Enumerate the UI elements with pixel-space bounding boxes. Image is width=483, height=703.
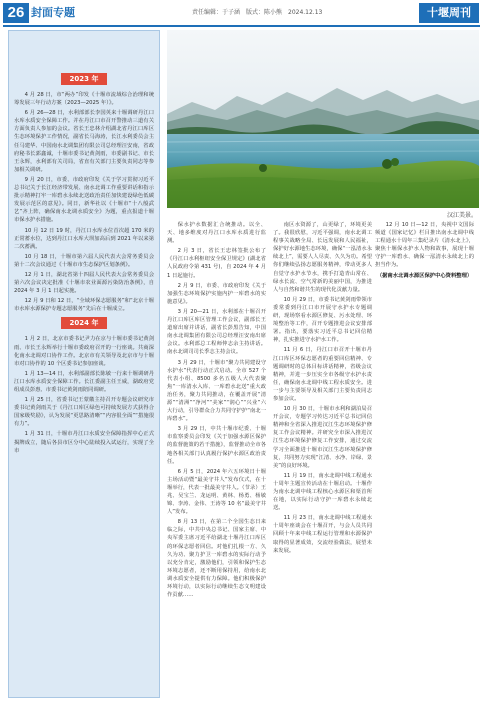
paragraph: 11 月 23 日，南水北调中线工程通水十周年座谈会在十堰召开，与会人员共同回顾十年来中线工程运行管理和水源保护取得的显著成效，交流经验做法，展望未来发展。 <box>273 515 372 554</box>
landscape-image <box>167 30 479 208</box>
paragraph: 11 月 6 日，丹江口市召开十堰市丹江口库区环保志愿者的重要回信精神、专题调研时的总体目标讲话精神，省级会议精神，并进一步压实全市各级守水护水责任，确保南水北调中线工程水质安全。进一步与主要领导及相关部门主要负责同志参加会议。 <box>273 347 372 402</box>
article-column-2 <box>273 221 372 699</box>
paragraph: 10 月 29 日，市委书记黄剑雨带领市委常委到丹江口市开展守水护水专题调研，现场察看水源区修复、污水处理、环境整治等工作，召开专题推进会议安排部署。指出，要落实习近平总书记回信精神，扎实推进守水护水工作。 <box>273 296 372 344</box>
paragraph: 10 月 30 日，十堰市水利和湖泊局召开会议，专题学习传达习近平总书记回信精神和全省深入推进汉江生态环境保护修复工作会议精神。并研究全市深入推进汉江生态环境保护修复工作安排，通过交流学习全面推进十堰市汉江生态环境保护修复，共同努力实现“江清、水净、岸绿、景美”的良好环境。 <box>273 406 372 469</box>
paragraph: 2 月 9 日，市委、市政府印发《关于加强生态环境保护实施内护一库碧水的实施意见》。 <box>167 282 266 305</box>
year-badge-2023: 2023 年 <box>61 73 107 85</box>
newspaper-brand: 十堰周刊 <box>419 3 479 23</box>
paragraph: 8 月 13 日，在第二个全国生态日来临之际，中共中央总书记、国家主席、中央军委主席习近平给湖北十堰丹江口库区的环保志愿者回信。对他们扎根一方、久久为功、聚力护卫一库碧水的实际行动予以充分肯定，激励他们，引领和保护生态环境志愿者，还不断用保持用，给南水北调水质安全提供有力保障。他们积极保护环境行动，以实际行动继续生态文明建设作贡献…… <box>167 519 266 599</box>
paragraph: 11 月 19 日，南水北调中线工程通水十周年主题宣传活动在十堰启动。十堰作为南水北调中线工程核心水源区和渠首所在地，以实际行动守护一库碧水永续北送。 <box>273 472 372 512</box>
paragraph: 1 月 25 日，省委书记王蒙徽主持召开专题会议研究市委书记黄剑雨关于《丹江口库区绿色可持续发展方式获得合国家级奖励》，认为发展“更思路清晰”“内容很全面”“措施很有力”。 <box>14 397 154 428</box>
paragraph: 3 月 29 日，十堰市“聚力共同建设守水护水”代表行动正式启动。全市 527 个代表小组、8500 多名五级人大代表聚焦“一库清水入库、一库碧水北送”重大政治任务，聚力共同推动，在覆盖开展“清源”“清洲”“净河”“美家”“润心”“兴业”六大行动，引导群众合力共同守护护“南北一库碧水”。 <box>167 359 266 423</box>
page-number: 26 <box>3 3 29 23</box>
paragraph: 10 月 12 日 19 时，丹江口水库水位首次超 170 米的正常蓄水位，达到丹江口水库大坝加高后到 2021 年以来第二次蓄满。 <box>14 227 154 250</box>
section-title: 封面专题 <box>31 6 75 19</box>
paragraph: 9 月 20 日，市委、市政府印发《关于学习贯彻习近平总书记关于长江经济带发展、南水北调工作重要讲话和指示批示精神打牢一库碧水永续北送政治责任加快建设绿色低碳发展示范区的意见》。同日，新华社以《十堰市“十八般武艺”齐上阵，确保南水北调水质安全》为题，重点报道十堰市保水护水措施。 <box>14 176 154 224</box>
paragraph: 12 月 9 日和 12 日，“全域环保志愿服务”和“北京十堰市水库水源保护专题志愿服务”先后在十堰成立。 <box>14 298 154 313</box>
article-column-1 <box>167 221 266 699</box>
paragraph: 10 月 18 日，十堰市第六届人民代表大会常务委员会第十二次会议通过《十堰市市生态保护区划条例》。 <box>14 253 154 268</box>
paragraph: 1 月 2 日，北京市委书记尹力在京与十堰市委书记黄剑雨、市长王永辉举行十堰市委政府召开的一行座谈。共商深化南水北调对口协作工作。北京市有关领导及北京市与十堰市对口协作的 10 个区委书记参加座谈。 <box>14 336 154 367</box>
header-rule <box>3 25 480 27</box>
timeline-2023-entries <box>14 91 154 313</box>
paragraph: 保水护水数据汇合统推动。以全、天、地多维度对丹江口水库水质进行监测。 <box>167 222 266 245</box>
year-badge-2024: 2024 年 <box>61 317 107 329</box>
timeline-2024-entries <box>14 335 154 454</box>
article-column-3 <box>375 221 474 699</box>
page-header <box>0 0 483 26</box>
source-note: （据南水北调水源区保护中心资料整理） <box>376 272 473 279</box>
han-river-photo <box>167 30 479 208</box>
editor-credits: 责任编辑：于子涵 版式：陈小熊 2024.12.13 <box>192 9 323 16</box>
paragraph: 12 月 1 日，湖北省第十四届人民代表大会常务委员会第六次会议决定批准《十堰市农业面源污染防治条例》，自 2024 年 3 月 1 日起实施。 <box>14 271 154 295</box>
paragraph: 3 月 20—21 日，水利部在十堰召开丹江口库区库区管理工作会议，副部长王道席出席并讲话，副省长彭黑告知，中国南水北调集团有限公司总经理汪安南出席会议。水利部总工程师仲志余主持讲话。南水北调司司长季志主持会议。 <box>167 308 266 356</box>
paragraph: 1 月 31 日，十堰市丹江口水质安全保障指挥中心正式揭牌成立，随后各县市区分中心陆续投入试运行，实现了全市 <box>14 431 154 454</box>
paragraph: 1 月 13—14 日，水利部副部长陈敏一行来十堰调研丹江口水库水质安全保障工作。长江委副主任王威，湖政府党组成员彭惠、市委书记黄剑雨陪同调研。 <box>14 370 154 393</box>
paragraph: 12 月 10 日—12 日，央视中文国际频道《国家记忆》栏目推出南水北调中线工程通水十周年三集纪录片《清水北上》，聚焦十堰保水护水人物和故事，展现十堰守护一库碧水、确保一泓清水永续北上的担当作为。 <box>375 222 474 269</box>
paragraph: 6 月 26—28 日，水利部部长李国英来十堰调研丹江口水库水质安全保障工作。并在丹江口市召开警推动三道有关方面负责人参加的会议。省长王忠林介绍湖北省丹江口库区生态环境保护工作情况，副省长马海涛，长江水利委员会主任马建华、中国南水北调集团有限公司总经理汪安南，省政府秘书长郭鑫诚，十堰市委书记黄剑雨，市委副书记、市长王永辉，水利部有关司局，省直有关部门主要负责同志等参加相关调研。 <box>14 110 154 173</box>
paragraph: 2 月 3 日，省长王忠林签批公布了《丹江口水利枢纽安全保卫规定》(湖北省人民政府令第 431 号)，自 2024 年 4 月 1 日起施行。 <box>167 248 266 279</box>
timeline-sidebar <box>8 30 160 698</box>
paragraph: 6 月 5 日，2024 年六五环境日十堰主场活动暨“最美守井人”发布仪式，在十堰举行，代表一批最美守井人。（节录）王兆、吴宝兰、龙运明、黄林、杨勇、杨敏锦、李涛、金伟、王涛等 10 名“最美守井人”发布。 <box>167 468 266 516</box>
paragraph: 4 月 28 日，市“两办”印发《十堰市流域综合治理和统筹发展三年行动方案（2023—2025 年）》。 <box>14 92 154 107</box>
photo-caption: 汉江美景。 <box>446 212 477 219</box>
paragraph: 南区水资源了，山更绿了，环境更美了。我很欣慰，习近平强调，南水北调工程事关战略全局、长远发展和人民福祉，保护好水源地生态环境，确保“一泓清水永续北上”，需要人人尽责、久久为功。希望你们继续弘扬志愿服务精神，带动更多人自觉守水护水节水，携手打造青山常在、绿水长流、空气常新的美丽中国，为推进人与自然和谐共生的现代化贡献力量。 <box>273 222 372 293</box>
paragraph: 3 月 29 日，中共十堰市纪委、十堰市监察委员会印发《关于加强水源区保护的监督施策的若干措施》，监督推动全市各地各相关部门认真履行保护水源区政治责任。 <box>167 426 266 465</box>
